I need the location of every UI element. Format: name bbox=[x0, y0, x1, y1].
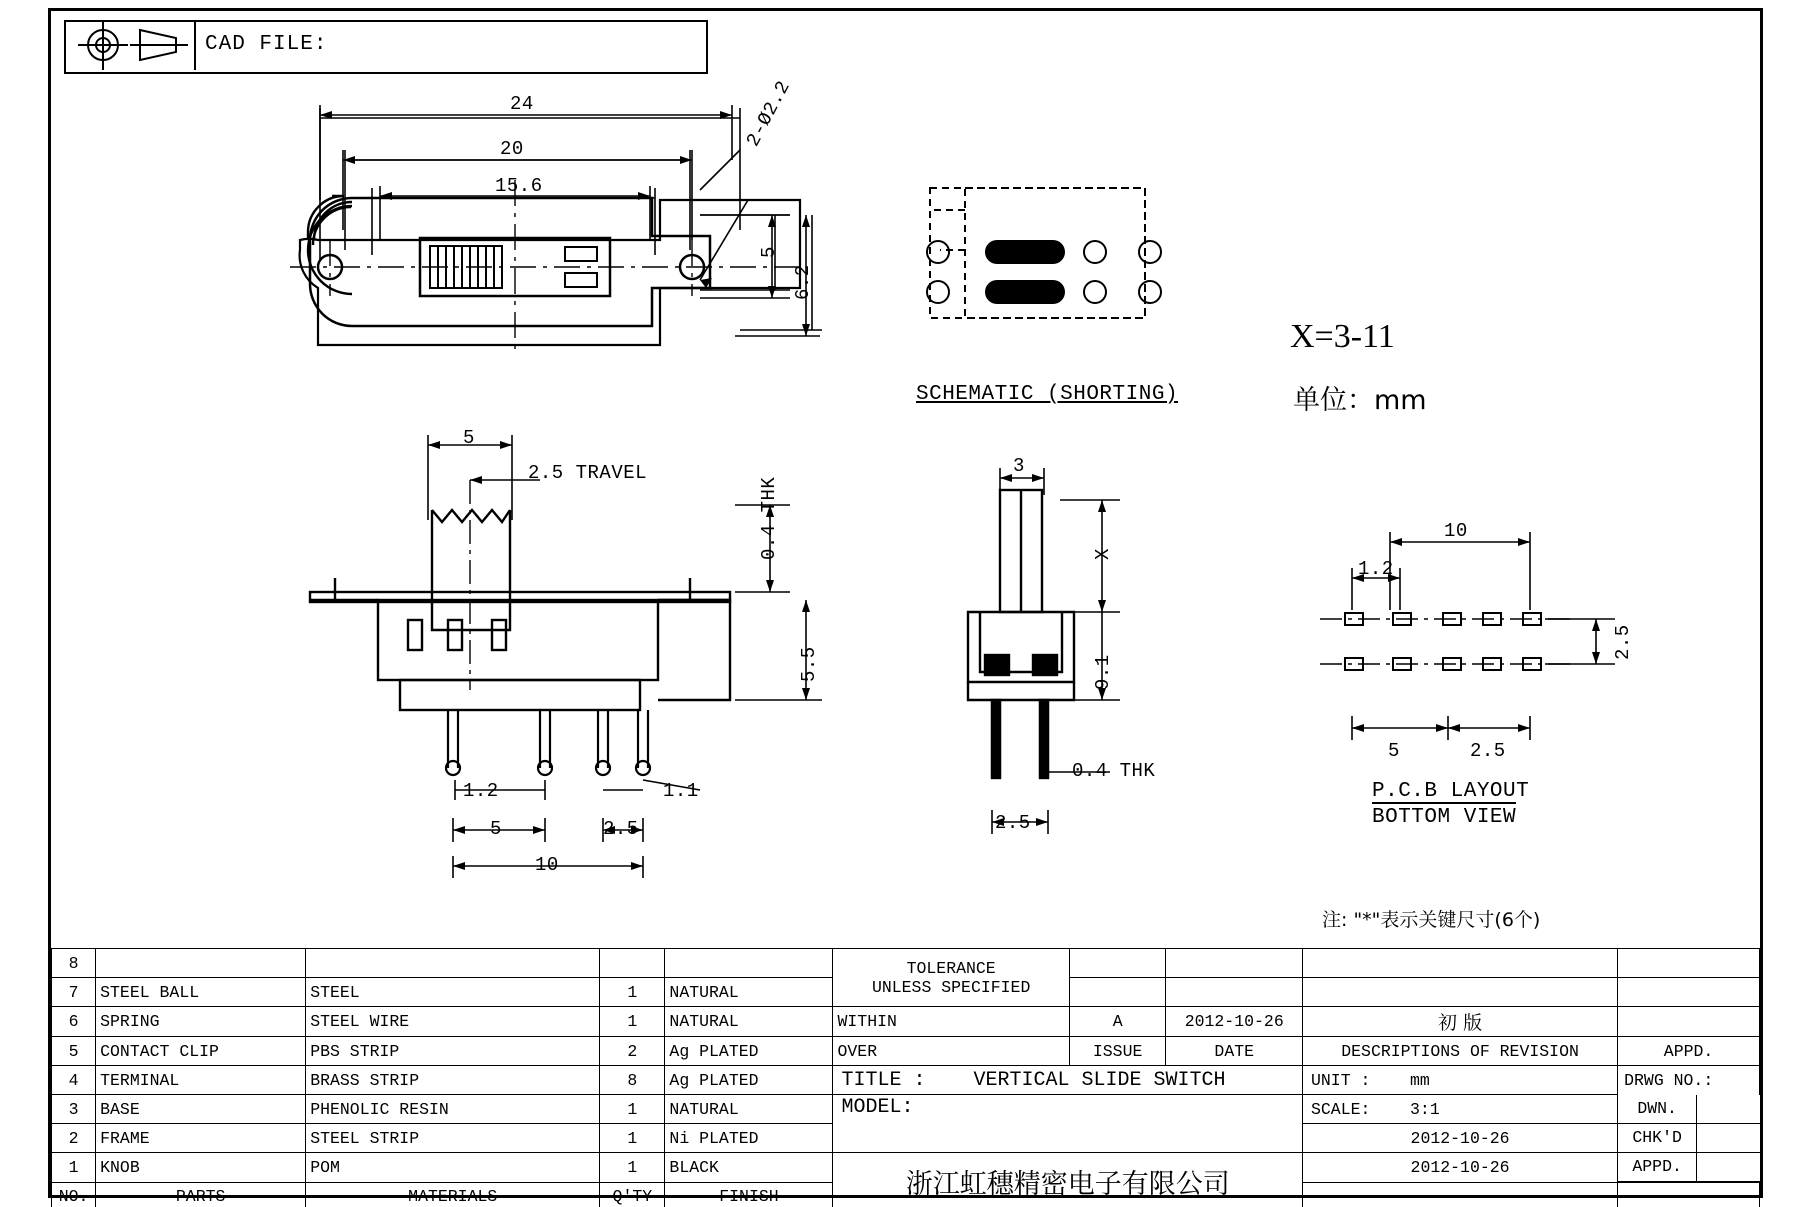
front-view-geometry bbox=[310, 510, 730, 775]
title-value: VERTICAL SLIDE SWITCH bbox=[973, 1068, 1226, 1092]
dim-front-pitch-2-5: 2.5 bbox=[603, 818, 639, 840]
parts-fin-8 bbox=[665, 949, 833, 978]
parts-name-7: STEEL BALL bbox=[96, 978, 306, 1007]
cad-file-label: CAD FILE: bbox=[205, 33, 328, 56]
rev-issue-value: A bbox=[1069, 1007, 1166, 1037]
parts-header-parts: PARTS bbox=[96, 1182, 306, 1207]
tol-blank-2 bbox=[1166, 949, 1303, 978]
within-label: WITHIN bbox=[833, 1007, 1069, 1037]
scale-cell bbox=[1303, 1095, 1618, 1124]
parts-no-8: 8 bbox=[52, 949, 96, 978]
parts-qty-7: 1 bbox=[600, 978, 665, 1007]
scale-value: 3:1 bbox=[1410, 1099, 1440, 1119]
parts-qty-2: 1 bbox=[600, 1124, 665, 1153]
parts-mat-4: BRASS STRIP bbox=[306, 1066, 600, 1095]
dim-front-1-2: 1.2 bbox=[463, 780, 499, 802]
parts-header-materials: MATERIALS bbox=[306, 1182, 600, 1207]
parts-fin-1: BLACK bbox=[665, 1153, 833, 1183]
parts-mat-7: STEEL bbox=[306, 978, 600, 1007]
dim-pcb-1-2: 1.2 bbox=[1358, 558, 1394, 580]
unit-label: UNIT : bbox=[1311, 1070, 1371, 1090]
parts-name-6: SPRING bbox=[96, 1007, 306, 1037]
parts-no-6: 6 bbox=[52, 1007, 96, 1037]
dim-front-5-5: 5.5 bbox=[798, 646, 820, 682]
parts-mat-5: PBS STRIP bbox=[306, 1037, 600, 1066]
appd-label: APPD. bbox=[1618, 1153, 1697, 1182]
parts-qty-3: 1 bbox=[600, 1095, 665, 1124]
dim-front-travel: 2.5 TRAVEL bbox=[528, 462, 648, 484]
parts-name-3: BASE bbox=[96, 1095, 306, 1124]
parts-name-5: CONTACT CLIP bbox=[96, 1037, 306, 1066]
pcb-caption-line2: BOTTOM VIEW bbox=[1372, 802, 1516, 829]
date-label: DATE bbox=[1166, 1037, 1303, 1066]
parts-qty-1: 1 bbox=[600, 1153, 665, 1183]
tol-blank-5 bbox=[1069, 978, 1166, 1007]
chkd-sub-block bbox=[1618, 1124, 1760, 1153]
pcb-caption-line1: P.C.B LAYOUT bbox=[1372, 780, 1530, 803]
dim-top-24: 24 bbox=[510, 93, 534, 115]
parts-mat-2: STEEL STRIP bbox=[306, 1124, 600, 1153]
dim-pcb-2-5: 2.5 bbox=[1470, 740, 1506, 762]
tol-blank-8 bbox=[1618, 978, 1760, 1007]
appd-value bbox=[1697, 1153, 1760, 1182]
parts-qty-5: 2 bbox=[600, 1037, 665, 1066]
parts-name-1: KNOB bbox=[96, 1153, 306, 1183]
scale-label: SCALE: bbox=[1311, 1099, 1371, 1119]
x-range-note: X=3-11 bbox=[1290, 318, 1395, 355]
rev-appd-value bbox=[1618, 1007, 1760, 1037]
footer-blank-2 bbox=[1618, 1182, 1760, 1207]
chkd-value bbox=[1697, 1124, 1760, 1153]
appd-column-label: APPD. bbox=[1618, 1037, 1760, 1066]
dim-pcb-5: 5 bbox=[1388, 740, 1400, 762]
parts-no-5: 5 bbox=[52, 1037, 96, 1066]
unit-cell bbox=[1303, 1066, 1618, 1095]
parts-name-4: TERMINAL bbox=[96, 1066, 306, 1095]
parts-name-2: FRAME bbox=[96, 1124, 306, 1153]
table-row bbox=[52, 1066, 1760, 1095]
dim-front-5: 5 bbox=[463, 427, 475, 449]
top-view-outer bbox=[318, 200, 812, 332]
rev-date-value: 2012-10-26 bbox=[1166, 1007, 1303, 1037]
title-row bbox=[833, 1066, 1303, 1095]
side-view-geometry bbox=[968, 490, 1074, 778]
drwg-sub-block bbox=[1618, 1095, 1760, 1124]
dim-front-10: 10 bbox=[535, 854, 559, 876]
parts-no-2: 2 bbox=[52, 1124, 96, 1153]
parts-header-finish: FINISH bbox=[665, 1182, 833, 1207]
parts-mat-3: PHENOLIC RESIN bbox=[306, 1095, 600, 1124]
company-name: 浙江虹穗精密电子有限公司 bbox=[833, 1153, 1303, 1207]
dim-side-x: X bbox=[1092, 548, 1114, 560]
parts-no-7: 7 bbox=[52, 978, 96, 1007]
parts-no-4: 4 bbox=[52, 1066, 96, 1095]
table-row bbox=[52, 1007, 1760, 1037]
table-row bbox=[52, 1037, 1760, 1066]
tolerance-line2: UNLESS SPECIFIED bbox=[871, 977, 1031, 997]
title-block-table bbox=[51, 948, 1760, 1207]
parts-header-qty: Q'TY bbox=[600, 1182, 665, 1207]
dim-front-pitch-5: 5 bbox=[490, 818, 502, 840]
rev-desc-value: 初 版 bbox=[1303, 1007, 1618, 1037]
appd-sub-block bbox=[1618, 1153, 1760, 1183]
table-row bbox=[52, 949, 1760, 978]
chkd-label: CHK'D bbox=[1618, 1124, 1697, 1153]
dim-top-6-2: 6.2 bbox=[792, 264, 814, 300]
dim-pcb-2-5-v: 2.5 bbox=[1612, 624, 1634, 660]
parts-qty-8 bbox=[600, 949, 665, 978]
table-row bbox=[52, 1153, 1760, 1183]
tolerance-line1: TOLERANCE bbox=[906, 958, 996, 978]
model-label: MODEL: bbox=[841, 1096, 914, 1119]
parts-fin-5: Ag PLATED bbox=[665, 1037, 833, 1066]
descriptions-of-revision-label: DESCRIPTIONS OF REVISION bbox=[1303, 1037, 1618, 1066]
tol-blank-7 bbox=[1303, 978, 1618, 1007]
dwn-label: DWN. bbox=[1618, 1095, 1697, 1124]
parts-no-1: 1 bbox=[52, 1153, 96, 1183]
top-view-arrowheads bbox=[320, 111, 810, 336]
parts-mat-1: POM bbox=[306, 1153, 600, 1183]
dwn-date-left: 2012-10-26 bbox=[1303, 1124, 1618, 1153]
dim-side-9-1: 9.1 bbox=[1092, 654, 1114, 690]
dim-front-thk: 0.4 THK bbox=[758, 476, 780, 560]
tol-blank-1 bbox=[1069, 949, 1166, 978]
tol-blank-6 bbox=[1166, 978, 1303, 1007]
tol-blank-4 bbox=[1618, 949, 1760, 978]
dwn-value bbox=[1697, 1095, 1760, 1124]
key-dim-note: 注: "*"表示关键尺寸(6个) bbox=[1322, 909, 1541, 931]
tol-blank-3 bbox=[1303, 949, 1618, 978]
dim-front-1-1: 1.1 bbox=[663, 780, 699, 802]
dim-top-holes: 2-Ø2.2 bbox=[742, 76, 795, 151]
pcb-pads bbox=[1345, 613, 1541, 670]
parts-fin-3: NATURAL bbox=[665, 1095, 833, 1124]
title-label: TITLE : bbox=[841, 1068, 926, 1092]
dim-pcb-10: 10 bbox=[1444, 520, 1468, 542]
parts-header-no: NO. bbox=[52, 1182, 96, 1207]
tolerance-cell bbox=[833, 949, 1069, 1007]
unit-value: mm bbox=[1410, 1070, 1430, 1090]
issue-label: ISSUE bbox=[1069, 1037, 1166, 1066]
dim-top-5: 5 bbox=[758, 246, 780, 258]
dim-top-20: 20 bbox=[500, 138, 524, 160]
model-row bbox=[833, 1095, 1303, 1153]
schematic-caption: SCHEMATIC (SHORTING) bbox=[916, 383, 1179, 406]
unit-note: 单位：mm bbox=[1293, 385, 1427, 416]
parts-fin-4: Ag PLATED bbox=[665, 1066, 833, 1095]
dim-side-3: 3 bbox=[1013, 455, 1025, 477]
title-block bbox=[51, 948, 1760, 1207]
drwg-no-label: DRWG NO.: bbox=[1624, 1070, 1714, 1090]
table-row bbox=[52, 1095, 1760, 1124]
parts-fin-2: Ni PLATED bbox=[665, 1124, 833, 1153]
appd-date-value: 2012-10-26 bbox=[1303, 1153, 1618, 1183]
footer-blank-1 bbox=[1303, 1182, 1618, 1207]
parts-no-3: 3 bbox=[52, 1095, 96, 1124]
parts-fin-6: NATURAL bbox=[665, 1007, 833, 1037]
parts-qty-6: 1 bbox=[600, 1007, 665, 1037]
dim-side-2-5: 2.5 bbox=[995, 812, 1031, 834]
drwg-no-cell bbox=[1618, 1066, 1760, 1095]
parts-fin-7: NATURAL bbox=[665, 978, 833, 1007]
parts-name-8 bbox=[96, 949, 306, 978]
dim-top-15-6: 15.6 bbox=[495, 175, 543, 197]
dim-side-thk: 0.4 THK bbox=[1072, 760, 1156, 782]
over-label: OVER bbox=[833, 1037, 1069, 1066]
parts-mat-6: STEEL WIRE bbox=[306, 1007, 600, 1037]
parts-mat-8 bbox=[306, 949, 600, 978]
parts-qty-4: 8 bbox=[600, 1066, 665, 1095]
schematic-shorting-bars bbox=[985, 240, 1065, 304]
